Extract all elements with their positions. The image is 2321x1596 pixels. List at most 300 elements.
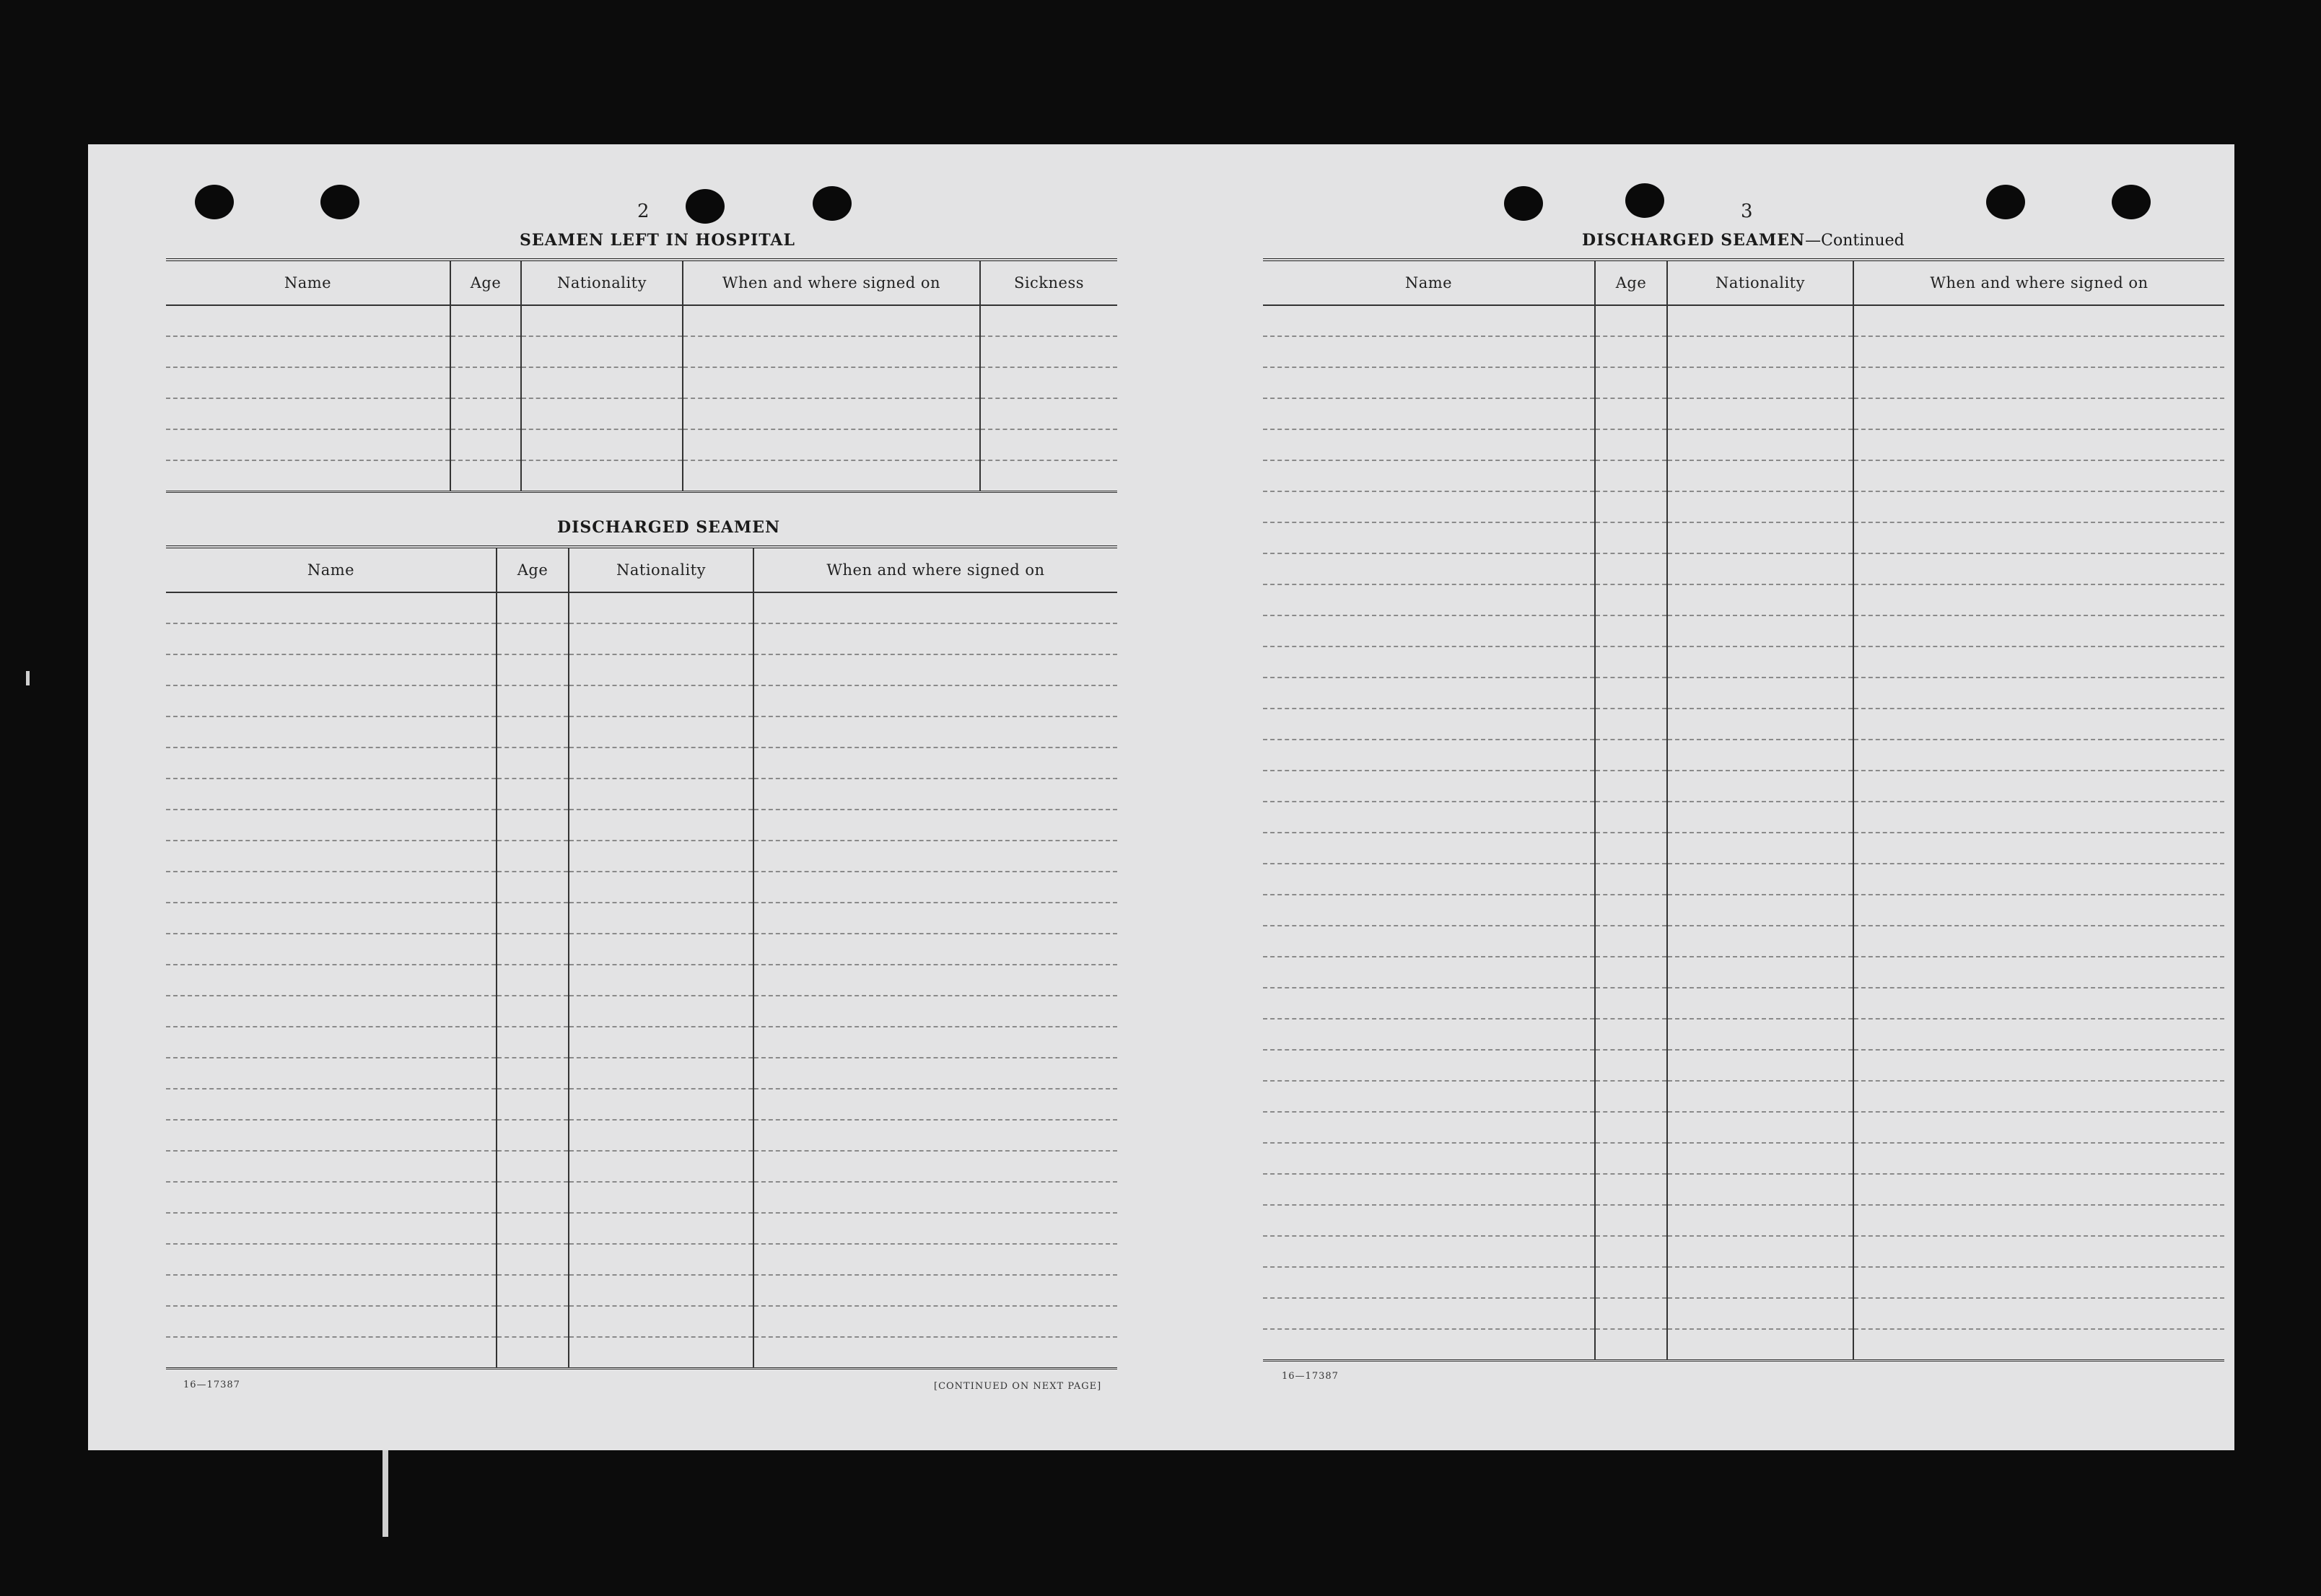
table-cell [1263, 646, 1595, 678]
table-cell [1595, 1267, 1667, 1298]
table-cell [166, 429, 450, 460]
table-cell [1595, 709, 1667, 740]
col-header-name: Name [166, 260, 450, 305]
table-row [1263, 1174, 2224, 1205]
table-cell [1263, 802, 1595, 833]
table-row [1263, 833, 2224, 864]
table-cell [1667, 678, 1853, 709]
discharged-section-title: DISCHARGED SEAMEN [557, 518, 781, 537]
table-cell [980, 398, 1117, 429]
table-cell [1853, 1329, 2224, 1361]
table-cell [497, 1275, 569, 1306]
table-cell [1263, 1174, 1595, 1205]
table-row [166, 934, 1117, 965]
table-row [166, 654, 1117, 685]
table-row [166, 747, 1117, 779]
table-row [1263, 1298, 2224, 1329]
table-cell [1263, 988, 1595, 1019]
hospital-table-header [166, 260, 1117, 305]
col-header-age: Age [1595, 260, 1667, 305]
table-cell [1263, 957, 1595, 988]
table-cell [1667, 460, 1853, 491]
table-cell [753, 965, 1117, 996]
table-row [1263, 367, 2224, 398]
table-cell [1667, 740, 1853, 771]
table-cell [1853, 491, 2224, 522]
table-cell [1263, 740, 1595, 771]
table-cell [166, 1244, 497, 1275]
table-cell [1667, 957, 1853, 988]
hospital-section-title: SEAMEN LEFT IN HOSPITAL [520, 231, 795, 250]
table-cell [497, 1058, 569, 1089]
col-header-nationality: Nationality [1667, 260, 1853, 305]
table-row [166, 1151, 1117, 1182]
table-cell [1595, 398, 1667, 429]
page-number-right: 3 [1741, 201, 1753, 222]
table-row [1263, 553, 2224, 584]
table-row [1263, 802, 2224, 833]
table-cell [753, 810, 1117, 841]
table-cell [753, 716, 1117, 747]
table-row [1263, 646, 2224, 678]
document-paper [88, 144, 2234, 1450]
table-row [166, 779, 1117, 810]
table-cell [1263, 553, 1595, 584]
table-cell [753, 841, 1117, 872]
table-cell [1853, 522, 2224, 553]
table-cell [753, 685, 1117, 716]
table-cell [753, 623, 1117, 654]
table-cell [1595, 1143, 1667, 1174]
col-header-age: Age [450, 260, 521, 305]
table-cell [569, 1089, 753, 1120]
table-row [1263, 1112, 2224, 1143]
table-row [1263, 584, 2224, 615]
table-cell [569, 1182, 753, 1213]
discharged-table-header [166, 547, 1117, 592]
table-cell [1595, 1050, 1667, 1081]
table-cell [450, 367, 521, 398]
table-cell [1595, 1174, 1667, 1205]
table-cell [1595, 615, 1667, 646]
table-cell [683, 367, 980, 398]
table-cell [1595, 305, 1667, 336]
table-cell [753, 1213, 1117, 1244]
table-cell [1853, 305, 2224, 336]
table-cell [569, 1120, 753, 1151]
table-cell [1667, 1329, 1853, 1361]
table-cell [497, 1337, 569, 1369]
table-row [166, 1275, 1117, 1306]
table-cell [1853, 1019, 2224, 1050]
table-row [1263, 709, 2224, 740]
col-header-nationality: Nationality [521, 260, 683, 305]
table-cell [166, 305, 450, 336]
punch-hole [195, 185, 234, 219]
table-cell [569, 1151, 753, 1182]
table-cell [1667, 1143, 1853, 1174]
table-cell [683, 429, 980, 460]
table-cell [1667, 895, 1853, 926]
table-row [166, 1182, 1117, 1213]
table-cell [166, 1058, 497, 1089]
table-cell [1595, 522, 1667, 553]
table-row [166, 592, 1117, 623]
table-row [1263, 678, 2224, 709]
table-cell [1595, 1205, 1667, 1236]
table-cell [497, 747, 569, 779]
table-cell [1595, 367, 1667, 398]
table-cell [166, 1275, 497, 1306]
table-cell [497, 1244, 569, 1275]
table-cell [1853, 460, 2224, 491]
table-cell [753, 1182, 1117, 1213]
table-cell [1263, 864, 1595, 895]
table-cell [166, 965, 497, 996]
table-row [166, 305, 1117, 336]
punch-hole [1986, 185, 2025, 219]
table-row [1263, 957, 2224, 988]
table-row [1263, 1019, 2224, 1050]
table-cell [1667, 1081, 1853, 1112]
table-cell [450, 398, 521, 429]
table-cell [497, 903, 569, 934]
punch-hole [686, 189, 725, 224]
table-row [1263, 740, 2224, 771]
table-cell [1853, 367, 2224, 398]
table-row [1263, 615, 2224, 646]
table-cell [753, 903, 1117, 934]
table-cell [1853, 1050, 2224, 1081]
table-cell [166, 996, 497, 1027]
table-cell [1853, 709, 2224, 740]
punch-hole [1625, 183, 1664, 218]
discharged-table-right [1263, 258, 2224, 1362]
table-row [1263, 1050, 2224, 1081]
table-row [166, 1027, 1117, 1058]
table-cell [166, 1151, 497, 1182]
table-cell [1263, 1143, 1595, 1174]
table-cell [1853, 553, 2224, 584]
table-cell [1595, 1236, 1667, 1267]
table-cell [753, 747, 1117, 779]
table-cell [1853, 678, 2224, 709]
table-cell [1853, 1205, 2224, 1236]
table-cell [569, 965, 753, 996]
table-cell [166, 1120, 497, 1151]
table-cell [1667, 771, 1853, 802]
table-cell [1853, 926, 2224, 957]
table-row [1263, 895, 2224, 926]
table-cell [497, 1213, 569, 1244]
col-header-nationality: Nationality [569, 547, 753, 592]
table-cell [166, 460, 450, 492]
continued-note: [CONTINUED ON NEXT PAGE] [934, 1381, 1102, 1392]
table-cell [166, 810, 497, 841]
table-row [1263, 1081, 2224, 1112]
table-cell [1853, 988, 2224, 1019]
table-cell [1853, 1174, 2224, 1205]
continued-suffix: —Continued [1805, 232, 1905, 250]
table-cell [1667, 1205, 1853, 1236]
table-cell [1595, 740, 1667, 771]
table-cell [980, 460, 1117, 492]
table-row [166, 1089, 1117, 1120]
table-cell [753, 779, 1117, 810]
table-cell [569, 1027, 753, 1058]
table-cell [497, 965, 569, 996]
table-cell [1853, 802, 2224, 833]
table-cell [166, 1306, 497, 1337]
table-cell [497, 654, 569, 685]
table-cell [1263, 678, 1595, 709]
table-row [1263, 771, 2224, 802]
col-header-sickness: Sickness [980, 260, 1117, 305]
table-row [166, 685, 1117, 716]
table-cell [1595, 1081, 1667, 1112]
table-cell [1667, 988, 1853, 1019]
col-header-signed-on: When and where signed on [1853, 260, 2224, 305]
table-cell [497, 623, 569, 654]
table-cell [1595, 771, 1667, 802]
table-cell [753, 996, 1117, 1027]
table-cell [683, 336, 980, 367]
table-cell [497, 934, 569, 965]
table-cell [166, 1182, 497, 1213]
table-cell [497, 996, 569, 1027]
discharged-continued-title [1582, 231, 1905, 250]
table-cell [1263, 460, 1595, 491]
table-cell [1263, 1081, 1595, 1112]
table-cell [1263, 336, 1595, 367]
table-cell [497, 685, 569, 716]
table-row [166, 1337, 1117, 1369]
table-cell [1595, 1112, 1667, 1143]
table-cell [497, 1182, 569, 1213]
table-cell [753, 1275, 1117, 1306]
table-cell [497, 1089, 569, 1120]
table-cell [1853, 771, 2224, 802]
page-number-left: 2 [637, 201, 650, 222]
table-row [166, 903, 1117, 934]
table-cell [1595, 1298, 1667, 1329]
table-cell [683, 398, 980, 429]
table-cell [497, 1120, 569, 1151]
table-cell [569, 592, 753, 623]
table-row [1263, 1236, 2224, 1267]
table-cell [166, 872, 497, 903]
table-cell [521, 367, 683, 398]
table-cell [166, 623, 497, 654]
table-cell [1595, 833, 1667, 864]
table-cell [1263, 1329, 1595, 1361]
table-cell [1667, 1267, 1853, 1298]
table-cell [1853, 1143, 2224, 1174]
table-cell [1853, 429, 2224, 460]
table-cell [166, 747, 497, 779]
table-cell [166, 1213, 497, 1244]
table-cell [1263, 771, 1595, 802]
table-cell [569, 1244, 753, 1275]
table-cell [1263, 584, 1595, 615]
table-cell [569, 1337, 753, 1369]
table-cell [1853, 1081, 2224, 1112]
table-cell [569, 1058, 753, 1089]
hospital-table [166, 258, 1117, 493]
table-cell [569, 996, 753, 1027]
table-row [1263, 522, 2224, 553]
table-cell [1263, 367, 1595, 398]
table-row [166, 872, 1117, 903]
table-cell [166, 1027, 497, 1058]
table-row [166, 623, 1117, 654]
table-cell [753, 934, 1117, 965]
discharged-table-left [166, 545, 1117, 1369]
table-cell [1263, 522, 1595, 553]
table-cell [683, 305, 980, 336]
table-row [1263, 460, 2224, 491]
table-cell [166, 1089, 497, 1120]
form-number-left: 16—17387 [183, 1380, 240, 1390]
table-cell [753, 1244, 1117, 1275]
table-cell [1853, 615, 2224, 646]
table-cell [1667, 336, 1853, 367]
table-cell [1595, 491, 1667, 522]
table-cell [569, 1213, 753, 1244]
table-cell [569, 934, 753, 965]
punch-hole [2112, 185, 2151, 219]
table-cell [497, 1306, 569, 1337]
table-cell [753, 1337, 1117, 1369]
table-cell [753, 1058, 1117, 1089]
table-cell [521, 336, 683, 367]
table-cell [1263, 1205, 1595, 1236]
table-cell [1263, 305, 1595, 336]
paper-scrap [26, 671, 30, 685]
table-cell [569, 903, 753, 934]
table-cell [1853, 584, 2224, 615]
table-row [1263, 1329, 2224, 1361]
table-cell [450, 336, 521, 367]
table-cell [1595, 802, 1667, 833]
table-row [166, 810, 1117, 841]
table-cell [1853, 1236, 2224, 1267]
table-cell [1667, 522, 1853, 553]
table-cell [497, 1027, 569, 1058]
table-cell [1595, 584, 1667, 615]
table-cell [521, 429, 683, 460]
table-cell [1667, 926, 1853, 957]
table-cell [1263, 398, 1595, 429]
table-cell [1595, 1329, 1667, 1361]
table-cell [1853, 398, 2224, 429]
table-cell [1263, 1298, 1595, 1329]
table-cell [569, 872, 753, 903]
table-cell [1667, 615, 1853, 646]
table-cell [569, 779, 753, 810]
table-cell [753, 1151, 1117, 1182]
table-cell [450, 429, 521, 460]
punch-hole [320, 185, 359, 219]
table-row [1263, 1205, 2224, 1236]
table-cell [166, 592, 497, 623]
table-cell [980, 429, 1117, 460]
table-row [166, 460, 1117, 492]
table-cell [1667, 398, 1853, 429]
table-cell [753, 1120, 1117, 1151]
table-cell [1667, 1298, 1853, 1329]
table-cell [450, 305, 521, 336]
discharged-continued-title-text: DISCHARGED SEAMEN [1582, 231, 1806, 250]
table-cell [1263, 1236, 1595, 1267]
table-cell [1853, 864, 2224, 895]
table-cell [1263, 491, 1595, 522]
table-cell [1667, 1050, 1853, 1081]
table-cell [1853, 833, 2224, 864]
table-cell [569, 1275, 753, 1306]
table-cell [1853, 646, 2224, 678]
table-cell [1263, 833, 1595, 864]
table-cell [166, 716, 497, 747]
table-row [1263, 926, 2224, 957]
table-cell [1595, 646, 1667, 678]
table-cell [1853, 895, 2224, 926]
table-cell [166, 398, 450, 429]
discharged-continued-header [1263, 260, 2224, 305]
table-row [1263, 336, 2224, 367]
table-cell [1667, 305, 1853, 336]
form-number-right: 16—17387 [1282, 1371, 1339, 1382]
table-cell [980, 336, 1117, 367]
table-cell [1853, 336, 2224, 367]
table-cell [1667, 367, 1853, 398]
table-cell [980, 367, 1117, 398]
table-cell [569, 716, 753, 747]
table-cell [1667, 646, 1853, 678]
table-row [166, 367, 1117, 398]
table-cell [753, 592, 1117, 623]
col-header-signed-on: When and where signed on [753, 547, 1117, 592]
table-row [166, 1306, 1117, 1337]
table-cell [166, 336, 450, 367]
table-row [1263, 398, 2224, 429]
table-cell [569, 841, 753, 872]
table-cell [1263, 709, 1595, 740]
table-row [166, 1213, 1117, 1244]
table-cell [753, 1089, 1117, 1120]
table-row [1263, 1267, 2224, 1298]
table-cell [497, 872, 569, 903]
table-row [166, 1120, 1117, 1151]
table-cell [1595, 336, 1667, 367]
table-cell [1667, 833, 1853, 864]
table-cell [1595, 1019, 1667, 1050]
table-cell [521, 398, 683, 429]
table-cell [166, 367, 450, 398]
table-cell [166, 903, 497, 934]
table-row [166, 965, 1117, 996]
table-row [166, 336, 1117, 367]
col-header-name: Name [166, 547, 497, 592]
table-cell [450, 460, 521, 492]
table-cell [569, 685, 753, 716]
table-cell [1263, 895, 1595, 926]
table-cell [166, 841, 497, 872]
table-cell [753, 1306, 1117, 1337]
table-cell [1595, 678, 1667, 709]
table-row [1263, 305, 2224, 336]
table-cell [569, 654, 753, 685]
